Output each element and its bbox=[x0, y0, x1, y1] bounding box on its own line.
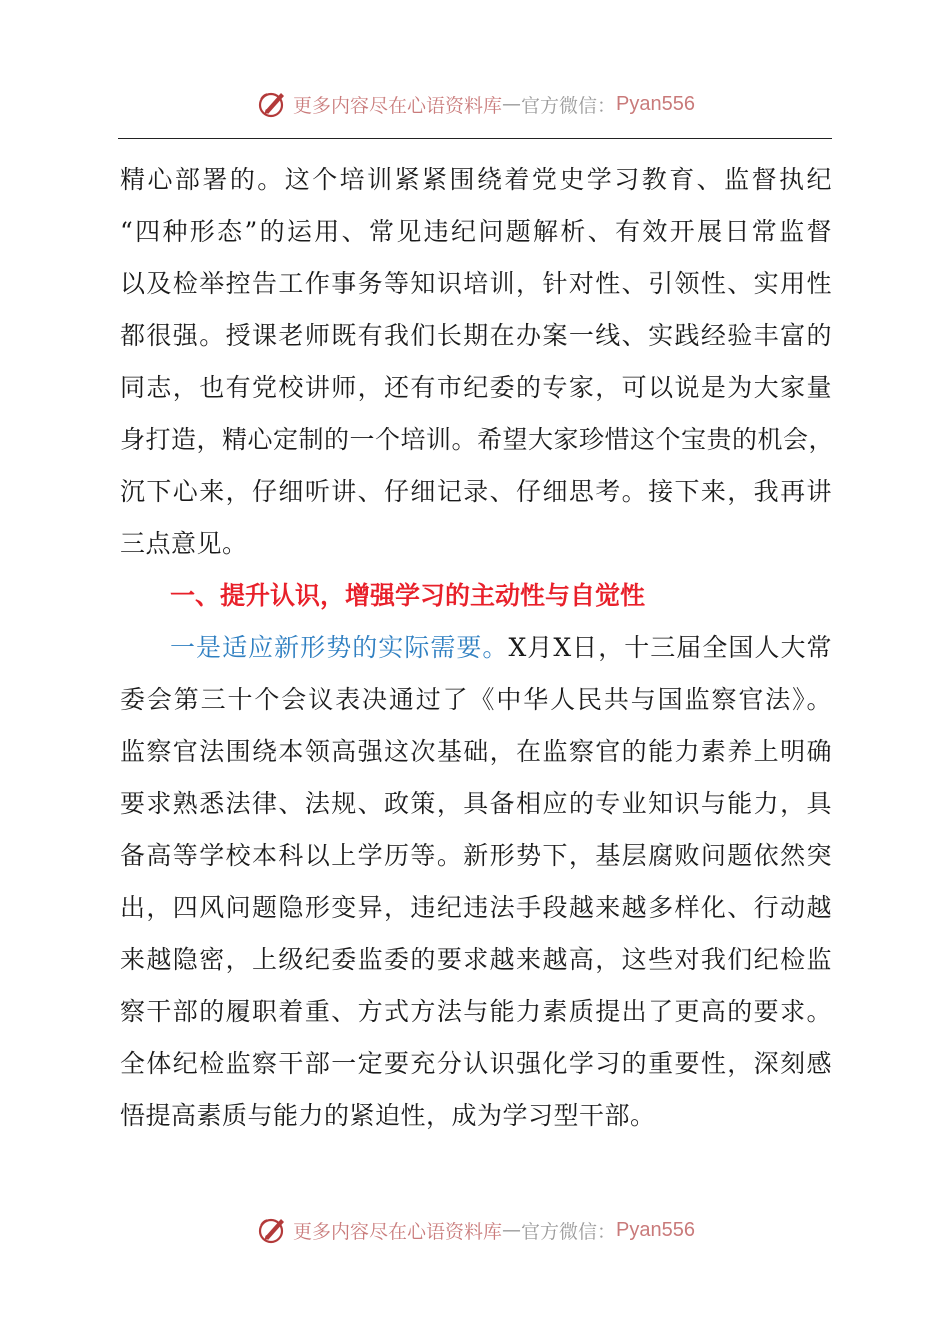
section-heading: 一、提升认识，增强学习的主动性与自觉性 bbox=[170, 581, 646, 610]
text-line: “四种形态”的运用、常见违纪问题解析、有效开展日常监督 bbox=[120, 217, 832, 246]
first-line-rest: X月X日，十三届全国人大常 bbox=[508, 633, 832, 662]
header-divider bbox=[118, 138, 832, 139]
text-line-first bbox=[120, 622, 832, 674]
text-line: 委会第三十个会议表决通过了《中华人民共与国监察官法》。 bbox=[120, 685, 832, 714]
header-banner bbox=[0, 84, 950, 124]
text-line: 都很强。授课老师既有我们长期在办案一线、实践经验丰富的 bbox=[120, 321, 832, 350]
banner-wechat-label: 官方微信： bbox=[521, 94, 617, 117]
banner-title: 更多内容尽在心语资料库 bbox=[293, 94, 503, 117]
quill-logo-icon bbox=[255, 1213, 289, 1247]
text-line: 察干部的履职着重、方式方法与能力素质提出了更高的要求。 bbox=[120, 997, 832, 1026]
text-line: 精心部署的。这个培训紧紧围绕着党史学习教育、监督执纪 bbox=[120, 165, 832, 194]
banner-wechat-id: Pyan556 bbox=[616, 92, 695, 115]
text-line: 沉下心来，仔细听讲、仔细记录、仔细思考。接下来，我再讲 bbox=[120, 477, 832, 506]
banner-wechat-label: 官方微信： bbox=[521, 1220, 617, 1243]
lead-phrase: 一是适应新形势的实际需要。 bbox=[170, 633, 509, 662]
text-line: 要求熟悉法律、法规、政策，具备相应的专业知识与能力，具 bbox=[120, 789, 832, 818]
text-line: 出，四风问题隐形变异，违纪违法手段越来越多样化、行动越 bbox=[120, 893, 832, 922]
text-line: 全体纪检监察干部一定要充分认识强化学习的重要性，深刻感 bbox=[120, 1049, 832, 1078]
text-line: 悟提高素质与能力的紧迫性，成为学习型干部。 bbox=[120, 1101, 656, 1130]
banner-wechat-id: Pyan556 bbox=[616, 1218, 695, 1241]
text-line: 以及检举控告工作事务等知识培训，针对性、引领性、实用性 bbox=[120, 269, 832, 298]
banner-title: 更多内容尽在心语资料库 bbox=[293, 1220, 503, 1243]
quill-logo-icon bbox=[255, 87, 289, 121]
document-body bbox=[120, 154, 835, 1142]
banner-dash: — bbox=[502, 93, 522, 115]
text-line: 来越隐密，上级纪委监委的要求越来越高，这些对我们纪检监 bbox=[120, 945, 832, 974]
text-line: 三点意见。 bbox=[120, 529, 248, 558]
footer-banner bbox=[0, 1210, 950, 1250]
paragraph-1 bbox=[120, 154, 835, 570]
banner-dash: — bbox=[502, 1219, 522, 1241]
text-line: 身打造，精心定制的一个培训。希望大家珍惜这个宝贵的机会， bbox=[120, 425, 835, 454]
paragraph-2 bbox=[120, 622, 832, 1142]
text-line: 备高等学校本科以上学历等。新形势下，基层腐败问题依然突 bbox=[120, 841, 832, 870]
text-line: 监察官法围绕本领高强这次基础，在监察官的能力素养上明确 bbox=[120, 737, 832, 766]
text-line: 同志，也有党校讲师，还有市纪委的专家，可以说是为大家量 bbox=[120, 373, 832, 402]
